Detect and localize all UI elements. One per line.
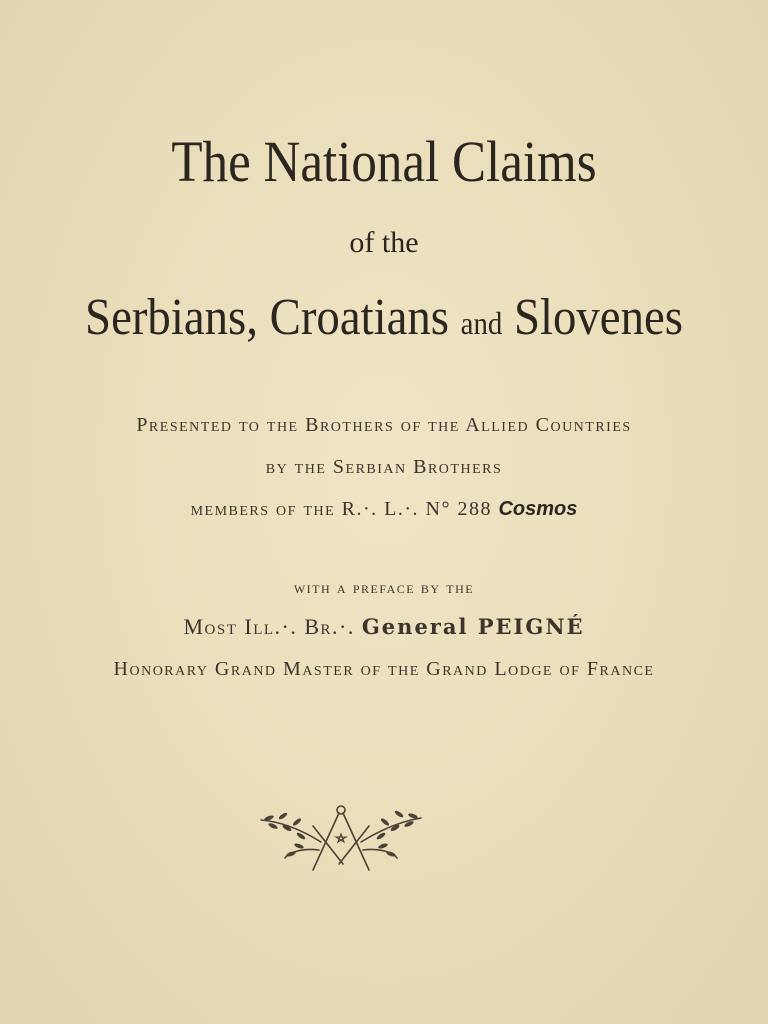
members-text: members of the R.·. L.·. N° 288 [190, 498, 492, 520]
preface-intro: with a preface by the [293, 578, 475, 597]
subtitle-part2: Slovenes [513, 289, 683, 346]
author-honorific: Most Ill.·. Br.·. [183, 614, 355, 639]
presented-line: Presented to the Brothers of the Allied Countries [136, 414, 632, 436]
author-name: General PEIGNÉ [361, 614, 585, 639]
page-subtitle [38, 288, 729, 347]
square-and-compasses-with-acacia-icon [255, 800, 427, 876]
subtitle-and: and [460, 305, 503, 341]
members-line [0, 498, 768, 521]
by-line: by the Serbian Brothers [265, 456, 503, 478]
title-connector: of the [349, 226, 419, 259]
subtitle-part1: Serbians, Croatians [85, 289, 449, 346]
honorary-line: Honorary Grand Master of the Grand Lodge of France [113, 658, 655, 680]
preface-author [0, 614, 768, 640]
lodge-name: Cosmos [498, 498, 578, 520]
page-title: The National Claims [171, 129, 597, 194]
